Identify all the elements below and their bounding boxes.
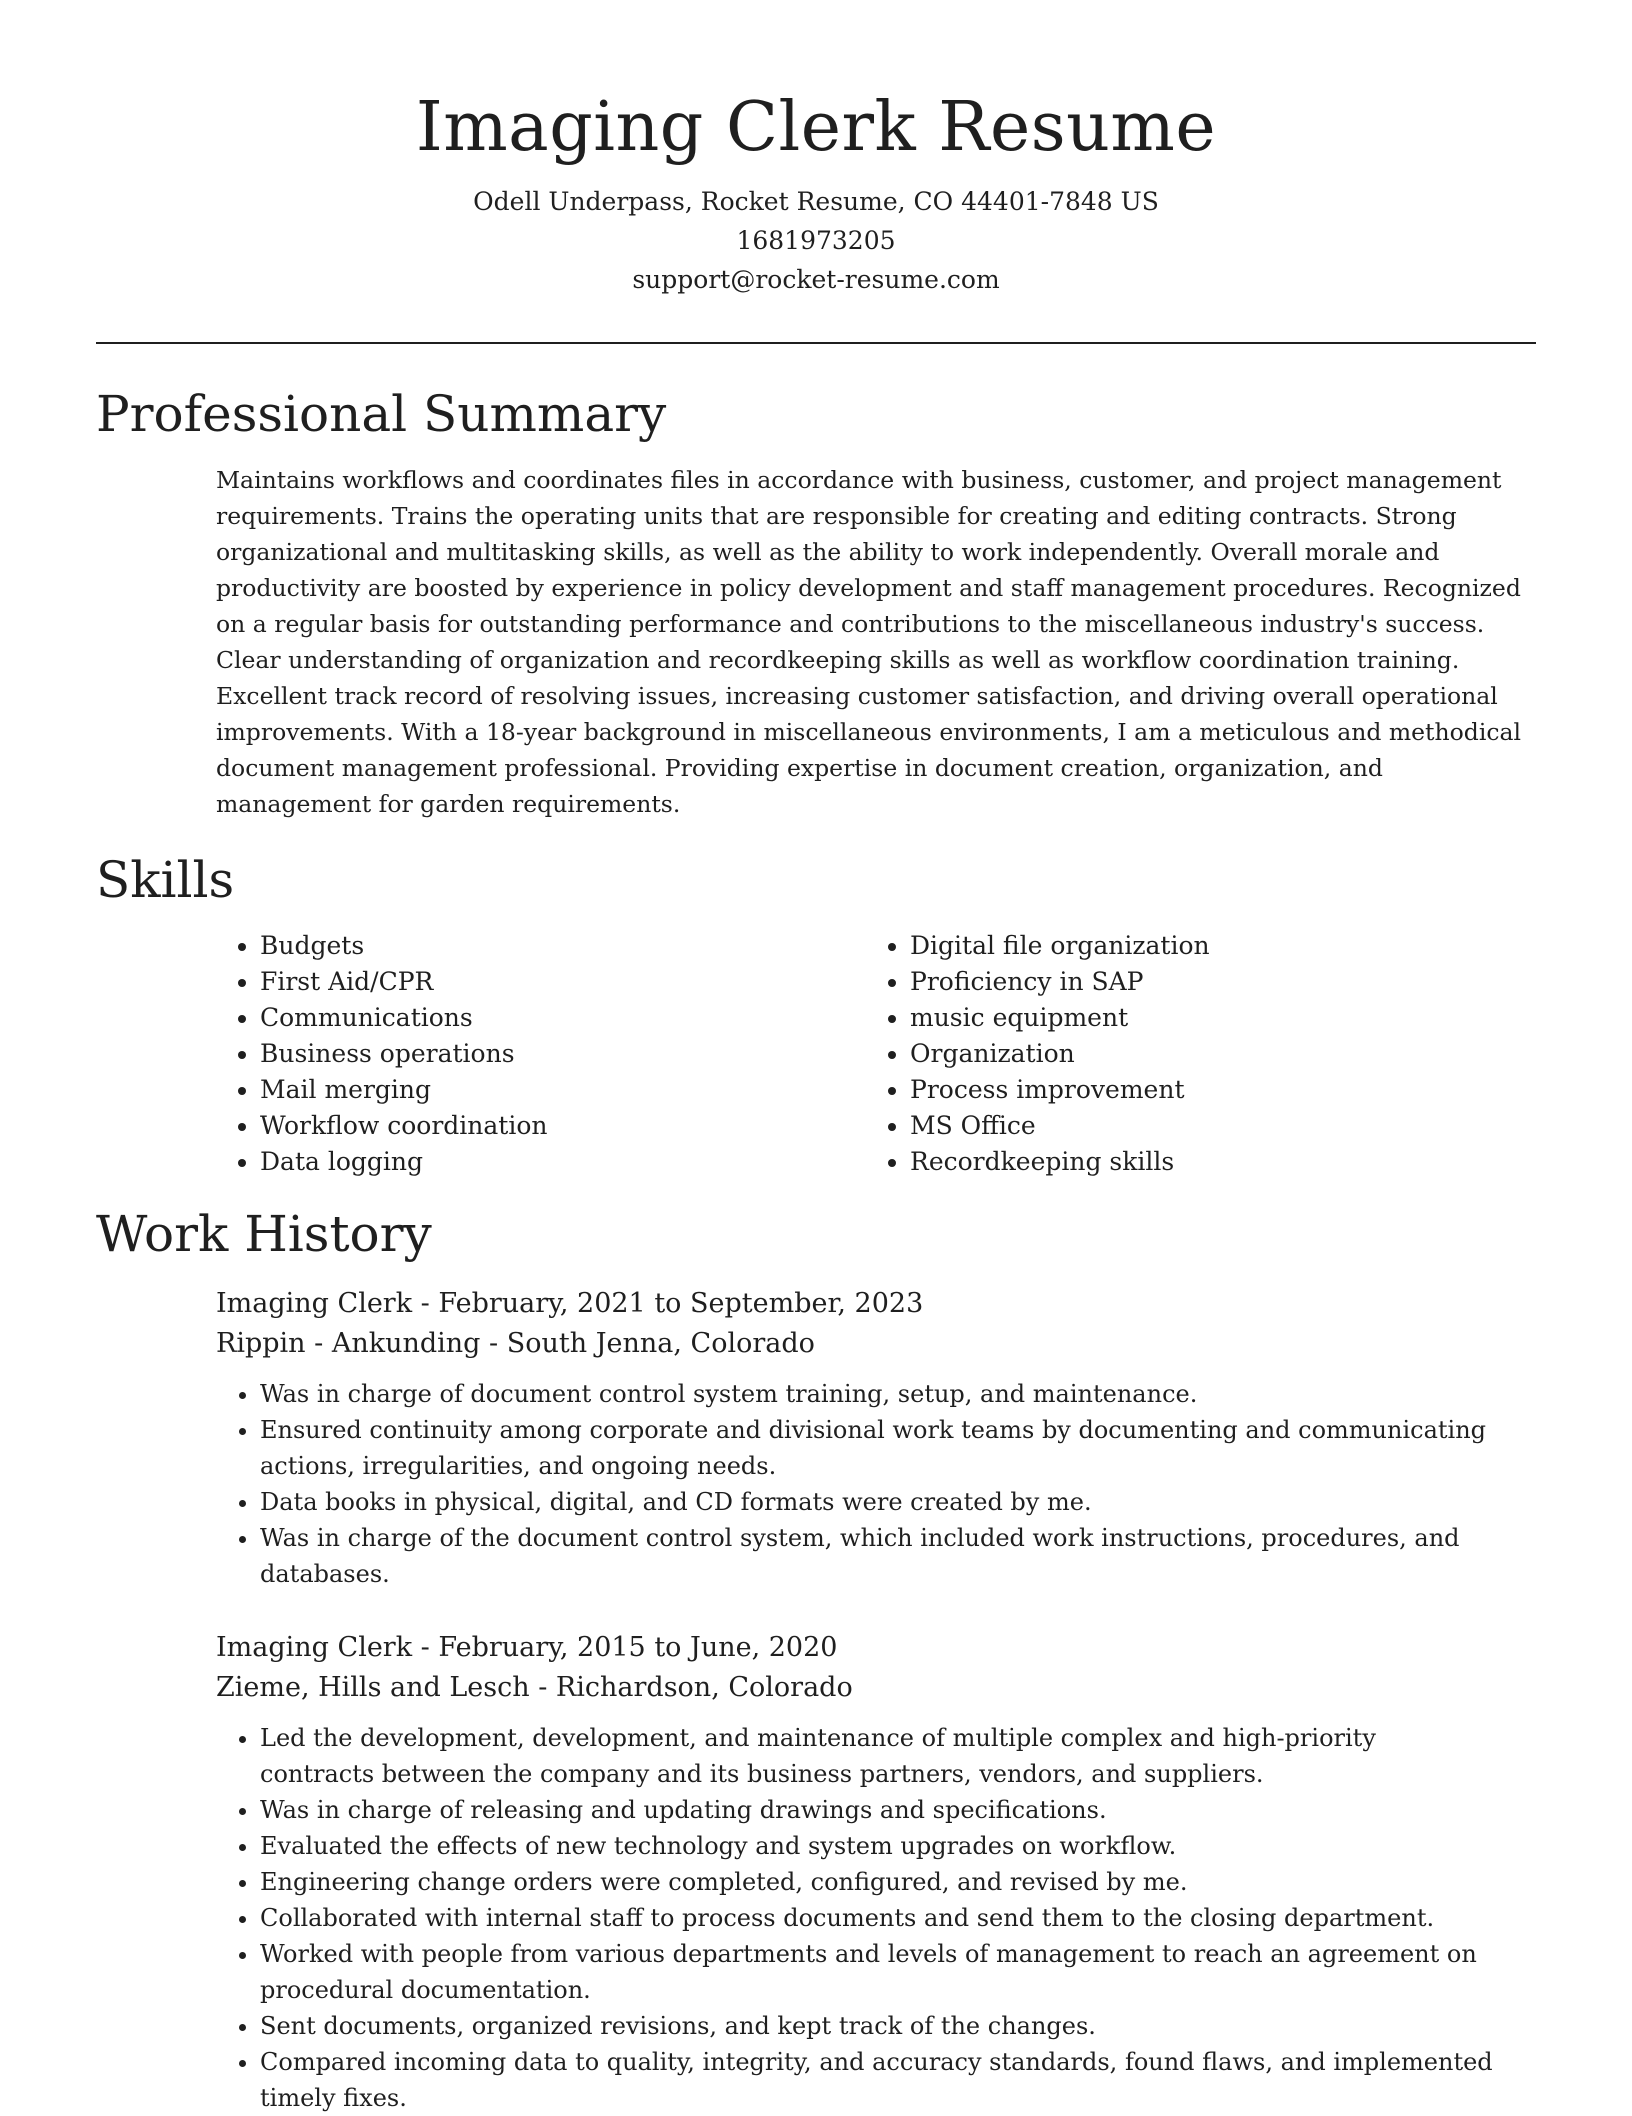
job-bullet: • Evaluated the effects of new technology and system upgrades on workflow. [260,1828,1536,1864]
contact-info [96,182,1536,299]
resume-title: Imaging Clerk Resume [415,88,1217,167]
skills-column-right [866,928,1516,1180]
work-history-heading: Work History [96,1205,432,1263]
job-title-dates: Imaging Clerk - February, 2015 to June, 2020 [216,1632,838,1663]
job-bullet: • Collaborated with internal staff to process documents and send them to the closing department. [260,1900,1536,1936]
skill-item: • Mail merging [260,1072,866,1108]
skill-item: • Budgets [260,928,866,964]
header-divider [96,342,1536,344]
job-bullet: • Was in charge of releasing and updating drawings and specifications. [260,1792,1536,1828]
contact-email: support@rocket-resume.com [632,265,1000,294]
job-bullets [216,1720,1536,2116]
skill-item: • Organization [910,1036,1516,1072]
skill-item: • Business operations [260,1036,866,1072]
summary-heading: Professional Summary [96,385,667,443]
summary-text: Maintains workflows and coordinates files in accordance with business, customer, and project management requirements. Trains the operating units that are responsible for creating and editing contracts. Strong organizational and multitasking skills, as well as the ability to work independently. Overall morale and productivity are boosted by experience in policy development and staff management procedures. Recognized on a regular basis for outstanding performance and contributions to the miscellaneous industry's success. Clear understanding of organization and recordkeeping skills as well as workflow coordination training. Excellent track record of resolving issues, increasing customer satisfaction, and driving overall operational improvements. With a 18-year background in miscellaneous environments, I am a meticulous and methodical document management professional. Providing expertise in document creation, organization, and management for garden requirements. [216,466,1522,818]
skills-list [216,928,1536,1180]
job-bullet: • Was in charge of the document control system, which included work instructions, procedures, and databases. [260,1520,1536,1592]
contact-address: Odell Underpass, Rocket Resume, CO 44401-7848 US [473,187,1159,216]
skill-item: • MS Office [910,1108,1516,1144]
job-company-location: Zieme, Hills and Lesch - Richardson, Colorado [216,1672,853,1703]
skill-item: • First Aid/CPR [260,964,866,1000]
resume-header [96,80,1536,299]
skills-heading: Skills [96,851,235,909]
skill-item: • Workflow coordination [260,1108,866,1144]
skill-item: • Data logging [260,1144,866,1180]
job-bullet: • Compared incoming data to quality, integrity, and accuracy standards, found flaws, and implemented timely fixes. [260,2044,1536,2116]
job-title-dates: Imaging Clerk - February, 2021 to September, 2023 [216,1288,924,1319]
skill-item: • Process improvement [910,1072,1516,1108]
job-entry [216,1628,1536,2116]
job-bullet: • Sent documents, organized revisions, and kept track of the changes. [260,2008,1536,2044]
job-bullet: • Was in charge of document control system training, setup, and maintenance. [260,1376,1536,1412]
job-bullet: • Ensured continuity among corporate and divisional work teams by documenting and communicating actions, irregularities, and ongoing needs. [260,1412,1536,1484]
skill-item: • Digital file organization [910,928,1516,964]
skill-item: • Proficiency in SAP [910,964,1516,1000]
job-bullet: • Led the development, development, and maintenance of multiple complex and high-priority contracts between the company and its business partners, vendors, and suppliers. [260,1720,1536,1792]
job-company-location: Rippin - Ankunding - South Jenna, Colorado [216,1328,815,1359]
skill-item: • music equipment [910,1000,1516,1036]
job-bullet: • Worked with people from various departments and levels of management to reach an agreement on procedural documentation. [260,1936,1536,2008]
job-bullets [216,1376,1536,1592]
contact-phone: 1681973205 [736,226,896,255]
job-bullet: • Data books in physical, digital, and CD formats were created by me. [260,1484,1536,1520]
job-entry [216,1284,1536,1592]
skills-column-left [216,928,866,1180]
skill-item: • Communications [260,1000,866,1036]
job-bullet: • Engineering change orders were completed, configured, and revised by me. [260,1864,1536,1900]
skill-item: • Recordkeeping skills [910,1144,1516,1180]
